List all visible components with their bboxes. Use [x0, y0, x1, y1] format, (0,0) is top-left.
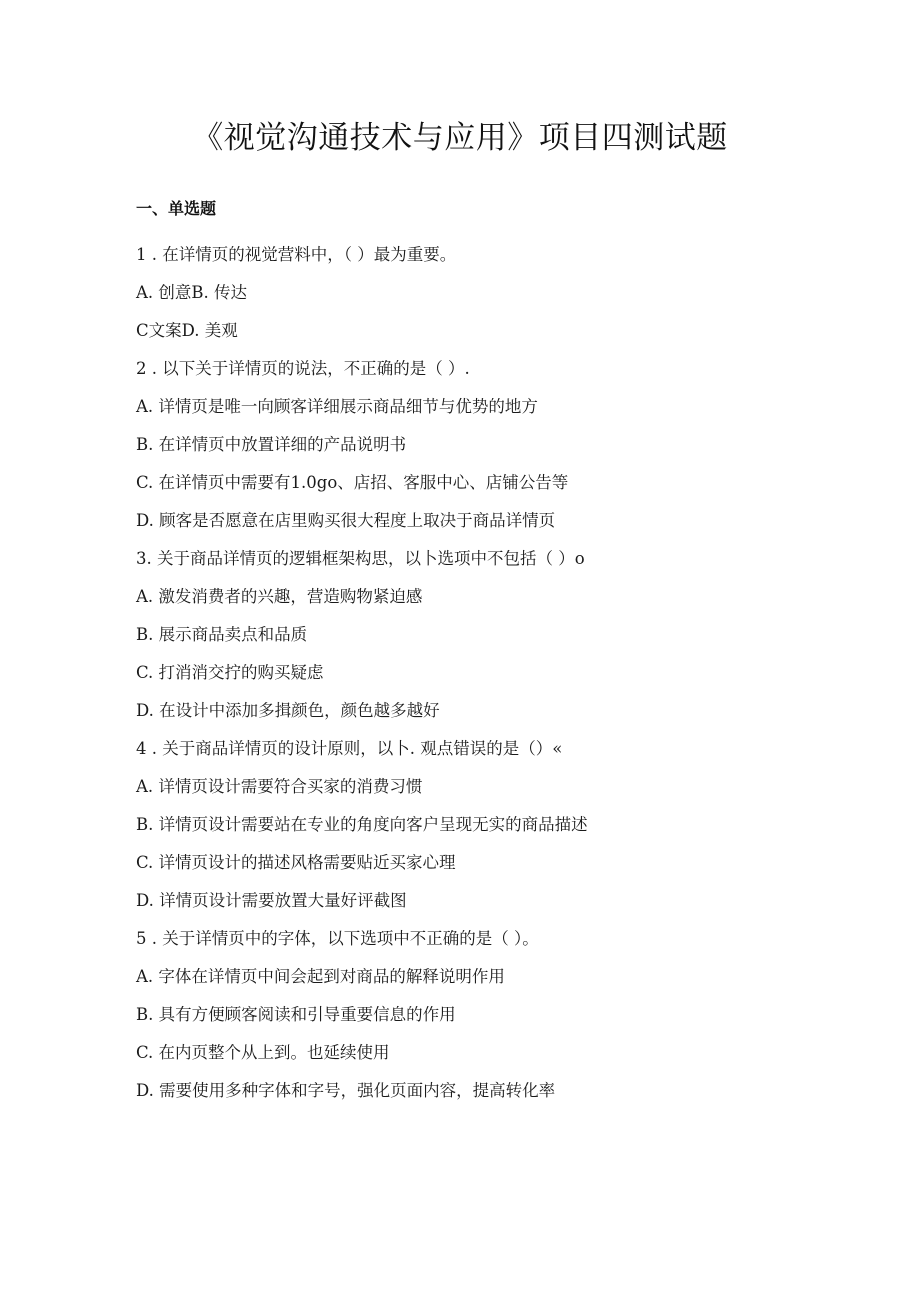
question-2-option-c: C. 在详情页中需要有1.0go、店招、客服中心、店铺公告等	[136, 473, 569, 492]
question-3-stem: 3. 关于商品详情页的逻辑框架构思，以卜选项中不包括（ ）o	[136, 549, 585, 568]
question-3-option-c: C. 打消消交拧的购买疑虑	[136, 663, 324, 682]
question-1-options-ab: A. 创意B. 传达	[136, 283, 248, 302]
document-title: 《视觉沟通技术与应用》项目四测试题	[192, 120, 728, 156]
question-3-option-d: D. 在设计中添加多揖颜色，颜色越多越好	[136, 701, 440, 720]
question-5-option-b: B. 具有方便顾客阅读和引导重要信息的作用	[136, 1005, 456, 1024]
question-2-option-d: D. 顾客是否愿意在店里购买很大程度上取决于商品详情页	[136, 511, 556, 530]
question-2-option-a: A. 详情页是唯一向顾客详细展示商品细节与优势的地方	[136, 397, 538, 416]
question-3-option-b: B. 展示商品卖点和品质	[136, 625, 308, 644]
question-5-option-c: C. 在内页整个从上到。也延续使用	[136, 1043, 390, 1062]
question-2-stem: 2 . 以下关于详情页的说法，不正确的是（ ）.	[136, 359, 470, 378]
question-1-stem: 1 . 在详情页的视觉营料中，（ ）最为重要。	[136, 245, 457, 264]
question-4-option-b: B. 详情页设计需要站在专业的角度向客户呈现无实的商品描述	[136, 815, 588, 834]
question-1-options-cd: C文案D. 美观	[136, 321, 238, 340]
question-4-option-a: A. 详情页设计需要符合买家的消费习惯	[136, 777, 423, 796]
question-5-option-a: A. 字体在详情页中间会起到对商品的解释说明作用	[136, 967, 505, 986]
question-3-option-a: A. 激发消费者的兴趣，营造购物紧迫感	[136, 587, 423, 606]
section-heading: 一、单选题	[136, 199, 217, 218]
question-4-option-d: D. 详情页设计需要放置大量好评截图	[136, 891, 407, 910]
question-2-option-b: B. 在详情页中放置详细的产品说明书	[136, 435, 407, 454]
question-5-stem: 5 . 关于详情页中的字体，以下选项中不正确的是（ ）。	[136, 929, 539, 948]
question-4-stem: 4 . 关于商品详情页的设计原则，以卜. 观点错误的是（）«	[136, 739, 563, 758]
question-4-option-c: C. 详情页设计的描述风格需要贴近买家心理	[136, 853, 456, 872]
question-5-option-d: D. 需要使用多种字体和字号，强化页面内容，提高转化率	[136, 1081, 556, 1100]
